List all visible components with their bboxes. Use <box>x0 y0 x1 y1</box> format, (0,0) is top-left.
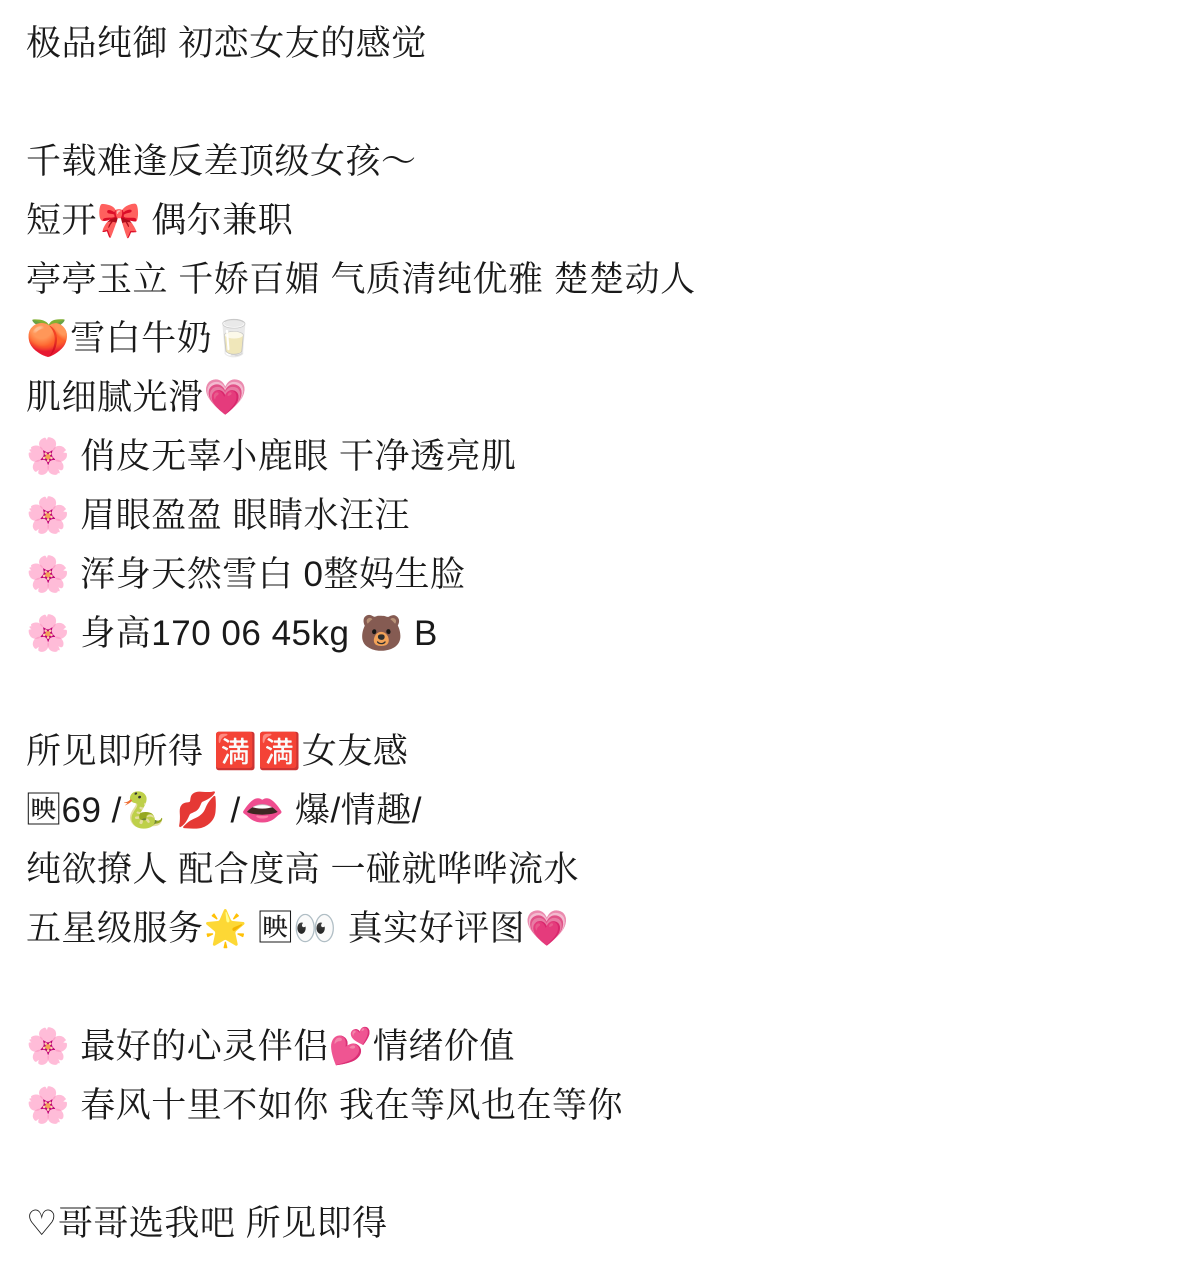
post-line: 🌸 身高170 06 45kg 🐻 B <box>26 614 438 653</box>
post-line-blank <box>26 73 1153 132</box>
post-line: 🌸 浑身天然雪白 0整妈生脸 <box>26 555 466 594</box>
post-line: 极品纯御 初恋女友的感觉 <box>26 24 427 63</box>
post-line: 千载难逢反差顶级女孩～ <box>26 142 417 181</box>
post-line: 🌸 最好的心灵伴侣💕情绪价值 <box>26 1027 515 1066</box>
post-line-blank <box>26 663 1153 722</box>
post-line: 所见即所得 🈵🈵女友感 <box>26 732 409 771</box>
post-line: 🌸 眉眼盈盈 眼睛水汪汪 <box>26 496 411 535</box>
post-line: 肌细腻光滑💗 <box>26 378 248 417</box>
post-line: 🌸 春风十里不如你 我在等风也在等你 <box>26 1086 624 1125</box>
post-line: 🌸 俏皮无辜小鹿眼 干净透亮肌 <box>26 437 517 476</box>
post-line: 🈙69 /🐍 💋 /👄 爆/情趣/ <box>26 791 422 830</box>
post-line: 亭亭玉立 千娇百媚 气质清纯优雅 楚楚动人 <box>26 260 696 299</box>
post-line: 🍑雪白牛奶🥛 <box>26 319 257 358</box>
post-line: 短开🎀 偶尔兼职 <box>26 201 294 240</box>
post-line: ♡哥哥选我吧 所见即得 <box>26 1204 388 1243</box>
post-line: 纯欲撩人 配合度高 一碰就哗哗流水 <box>26 850 579 889</box>
post-line-blank <box>26 958 1153 1017</box>
post-line-blank <box>26 1135 1153 1194</box>
post-line: 五星级服务🌟 🈙👀 真实好评图💗 <box>26 909 570 948</box>
